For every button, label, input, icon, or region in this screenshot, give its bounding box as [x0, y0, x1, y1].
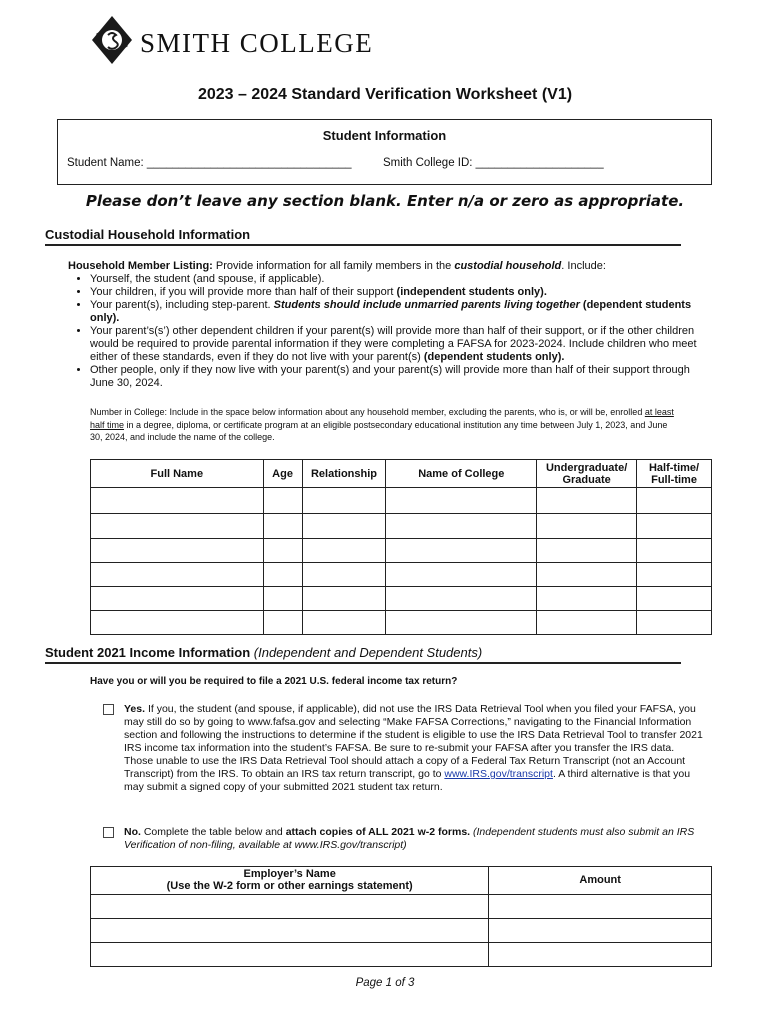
listing-emphasis: custodial household [454, 260, 562, 272]
list-item: • Other people, only if they now live with your parent(s) and your parent(s) will provide more than half of their support through June 30, 2024. [90, 364, 698, 390]
listing-text: Provide information for all family members in the [212, 260, 455, 272]
document-title: 2023 – 2024 Standard Verification Worksheet (V1) [197, 86, 573, 103]
table-header-row [91, 460, 712, 488]
header-level: Undergraduate/ Graduate [537, 460, 637, 488]
table-row[interactable] [91, 514, 712, 539]
table-row[interactable] [91, 943, 712, 967]
header-full-name: Full Name [91, 460, 264, 488]
no-option-text: No. Complete the table below and attach copies of ALL 2021 w-2 forms. (Independent students must also submit an IRS Verification of non-filing, available at www.IRS.gov/transcript) [124, 826, 695, 851]
number-in-college-note: Number in College: Include in the space below information about any household member, excluding the parents, who is, or will be, enrolled at least half time in a degree, diploma, or certificate program at an eligible postsecondary educational institution any time between July 1, 2023, and June 30, 2024, and include the name of the college. [90, 407, 674, 442]
no-label: No. [124, 826, 141, 838]
yes-checkbox[interactable] [103, 704, 114, 715]
household-members-table [90, 459, 712, 635]
smith-college-seal-icon [88, 14, 136, 66]
student-income-subheading: (Independent and Dependent Students) [253, 645, 483, 660]
student-income-heading: Student 2021 Income Information (Independent and Dependent Students) [45, 645, 483, 660]
yes-label: Yes. [124, 703, 146, 715]
header-amount: Amount [489, 867, 712, 895]
page-number: Page 1 of 3 [355, 977, 415, 989]
table-row[interactable] [91, 895, 712, 919]
college-id-field[interactable]: Smith College ID: ____________________ [383, 157, 604, 169]
instruction-warning: Please don’t leave any section blank. Enter n/a or zero as appropriate. [85, 192, 685, 210]
list-item: • Your parent’s(s’) other dependent children if your parent(s) will provide more than half of their support, or if the other children would be required to provide parental information if they were completing a FAFSA for 2023-2024. Include children who meet either of these standards, even if they do not live with your parent(s) (dependent students only). [90, 325, 698, 364]
table-row[interactable] [91, 539, 712, 563]
list-item: • Yourself, the student (and spouse, if applicable). [90, 273, 698, 286]
student-information-heading: Student Information [322, 128, 447, 143]
listing-end: . Include: [561, 260, 606, 272]
table-row[interactable] [91, 611, 712, 635]
tax-return-question: Have you or will you be required to file a 2021 U.S. federal income tax return? [90, 676, 458, 687]
student-name-field[interactable]: Student Name: ________________________________ [67, 157, 352, 169]
custodial-household-heading: Custodial Household Information [45, 227, 251, 242]
irs-transcript-link[interactable]: www.IRS.gov/transcript [444, 768, 553, 780]
section-divider [45, 244, 681, 246]
listing-label: Household Member Listing: [68, 260, 213, 272]
header-employer-name: Employer’s Name (Use the W-2 form or other earnings statement) [91, 867, 489, 895]
header-relationship: Relationship [302, 460, 386, 488]
w2-earnings-table [90, 866, 712, 967]
student-information-box [57, 119, 712, 185]
table-row[interactable] [91, 587, 712, 611]
household-member-listing [68, 260, 698, 390]
table-row[interactable] [91, 488, 712, 514]
table-row[interactable] [91, 563, 712, 587]
yes-option-text: Yes. If you, the student (and spouse, if applicable), did not use the IRS Data Retrieval Tool when you filed your FAFSA, you may still do so by going to www.fafsa.gov and selecting “Make FAFSA Corrections,” navigating to the Financial Information section and following the instructions to determine if the student is eligible to use the IRS Data Retrieval Tool to transfer 2021 IRS income tax information into the student’s FAFSA. Be sure to re-submit your FAFSA after you transfer the IRS data. Those unable to use the IRS Data Retrieval Tool should attach a copy of a Federal Tax Return Transcript (not an Account Transcript) from the IRS. To obtain an IRS tax return transcript, go to www.IRS.gov/transcript. A third alternative is that you may submit a signed copy of your submitted 2021 student tax return. [124, 703, 703, 793]
household-bullet-list [68, 273, 698, 390]
table-header-row [91, 867, 712, 895]
no-checkbox[interactable] [103, 827, 114, 838]
section-divider [45, 662, 681, 664]
logo-text: SMITH COLLEGE [140, 28, 374, 58]
header-load: Half-time/ Full-time [637, 460, 712, 488]
header-college: Name of College [386, 460, 537, 488]
table-row[interactable] [91, 919, 712, 943]
list-item: • Your children, if you will provide more than half of their support (independent students only). [90, 286, 698, 299]
list-item: • Your parent(s), including step-parent. Students should include unmarried parents living together (dependent students only). [90, 299, 698, 325]
header-age: Age [263, 460, 302, 488]
